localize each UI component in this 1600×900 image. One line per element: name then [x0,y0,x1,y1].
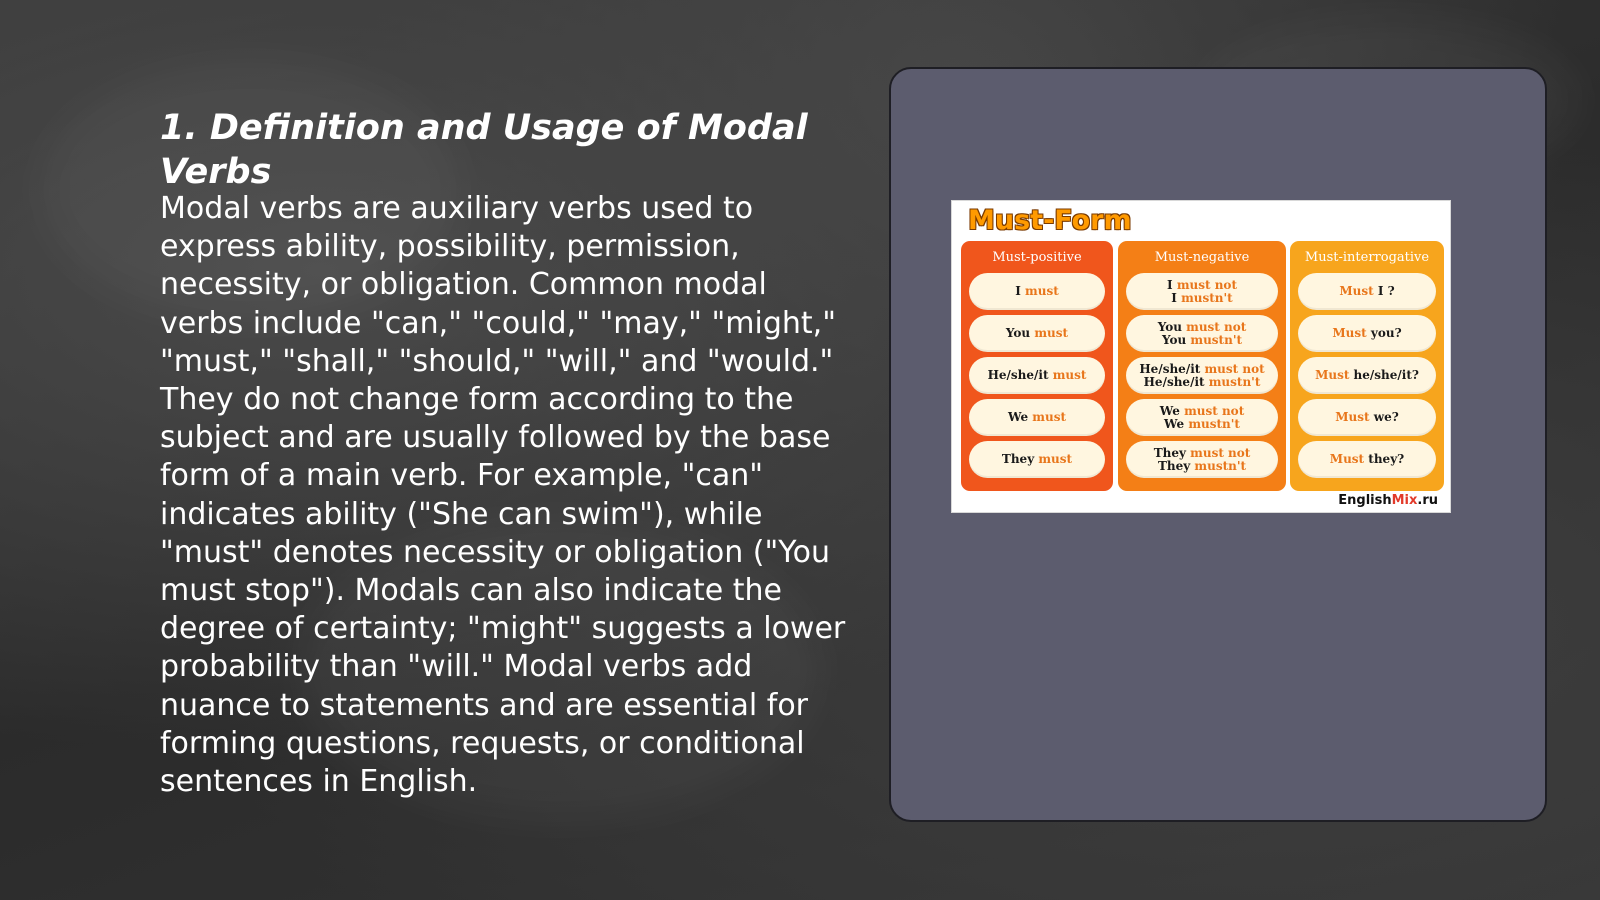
form-line [1144,376,1261,389]
form-pill [1126,357,1278,394]
form-text: I [1015,284,1026,298]
modal-word: must not [1184,403,1245,418]
form-line [1171,292,1232,305]
form-line [1339,285,1394,298]
form-pill [1298,399,1436,436]
modal-word: Must [1329,452,1365,466]
slide-body: Modal verbs are auxiliary verbs used to express ability, possibility, permission, necessity, or obligation. Common modal verbs include "can," "could," "may," "might," "must," "shall," "should," "will," and "would." They do not change form according to the subject and are usually followed by the base form of a main verb. For example, "can" indicates ability ("She can swim"), while "must" denotes necessity or obligation ("You must stop"). Modals can also indicate the degree of certainty; "might" suggests a lower probability than "will." Modal verbs add nuance to statements and are essential for forming questions, requests, or conditional sentences in English. [160,191,846,800]
form-pill [1298,315,1436,352]
form-text: We [1007,410,1033,424]
brand-mix: Mix [1391,493,1418,508]
card-title: Must-Form [968,205,1132,236]
brand-suffix: .ru [1417,493,1438,508]
form-text: We [1164,416,1189,431]
modal-word: mustn't [1181,290,1233,305]
modal-word: must [1052,368,1087,382]
form-pill [1126,441,1278,478]
modal-word: Must [1339,284,1374,298]
form-line [1008,411,1066,424]
modal-word: must not [1204,361,1265,376]
modal-word: must [1025,284,1059,298]
form-line [1006,327,1068,340]
modal-word: Must [1332,326,1367,340]
form-pill [969,357,1105,394]
form-text: I [1171,290,1182,305]
column-heading: Must-negative [1154,250,1250,265]
column-heading: Must-positive [992,250,1082,265]
form-pill [969,273,1105,310]
modal-word: Must [1335,410,1370,424]
column-heading: Must-interrogative [1304,250,1430,265]
modal-word: mustn't [1208,374,1261,389]
form-line [1332,327,1401,340]
form-text: He/she/it [1139,361,1205,376]
modal-word: must [1032,410,1067,424]
modal-word: mustn't [1190,332,1243,347]
form-text: He/she/it [987,368,1053,382]
form-text: you? [1366,326,1402,340]
form-pill [1126,315,1278,352]
form-line [1162,334,1242,347]
column-must-interrogative [1290,241,1444,491]
form-pill [1298,273,1436,310]
form-text: You [1157,319,1187,334]
form-text: You [1161,332,1191,347]
column-must-positive [961,241,1113,491]
form-line [988,369,1087,382]
modal-word: must [1034,326,1069,340]
form-line [1015,285,1059,298]
form-text: we? [1369,410,1399,424]
form-pill [1126,273,1278,310]
form-pill [1126,399,1278,436]
form-text: They [1157,458,1195,473]
form-pill [1298,441,1436,478]
form-text: They [1001,452,1039,466]
must-form-image [951,200,1451,513]
modal-word: must not [1186,319,1247,334]
form-line [1335,411,1399,424]
brand-logo [1338,493,1438,508]
form-text: I [1167,277,1177,292]
slide-title: 1. Definition and Usage of Modal Verbs [160,108,808,192]
modal-word: mustn't [1194,458,1247,473]
form-text: You [1005,326,1035,340]
form-pill [969,315,1105,352]
form-text: they? [1364,452,1405,466]
modal-word: must not [1176,277,1237,292]
form-text: I ? [1373,284,1395,298]
form-text: They [1153,445,1191,460]
form-text: he/she/it? [1349,368,1419,382]
slide-text-block [160,106,850,801]
modal-word: must [1038,452,1073,466]
form-pill [969,441,1105,478]
form-pill [969,399,1105,436]
form-line [1164,418,1240,431]
form-line [1315,369,1419,382]
column-must-negative [1118,241,1286,491]
brand-prefix: English [1338,493,1392,508]
modal-word: mustn't [1188,416,1240,431]
modal-word: must not [1190,445,1251,460]
image-panel [889,67,1547,822]
form-line [1158,460,1246,473]
form-text: We [1159,403,1185,418]
form-text: He/she/it [1143,374,1209,389]
form-line [1330,453,1404,466]
form-line [1002,453,1072,466]
form-pill [1298,357,1436,394]
modal-word: Must [1315,368,1350,382]
